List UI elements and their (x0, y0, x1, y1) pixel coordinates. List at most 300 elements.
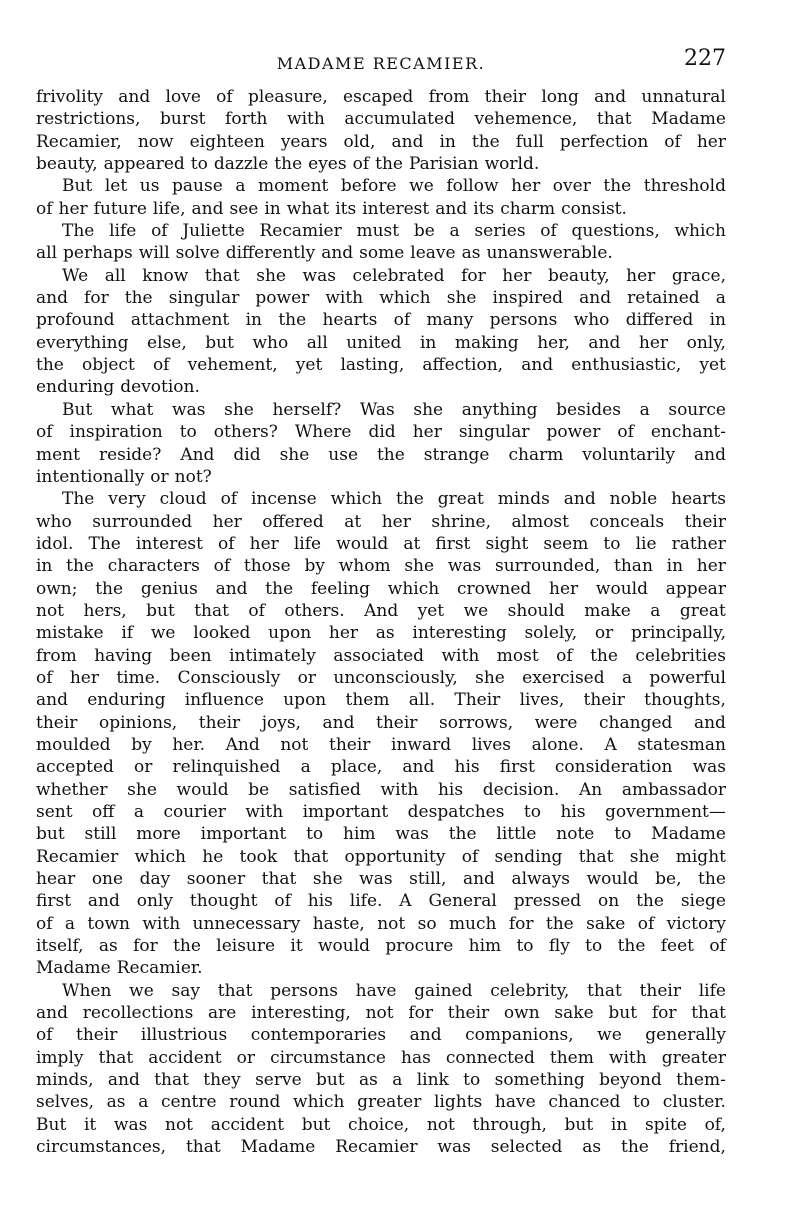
word: a (300, 757, 311, 778)
body-text (36, 86, 726, 1159)
word: unnatural (641, 87, 726, 107)
word: alone. (531, 734, 584, 755)
word: a (650, 600, 661, 621)
text-line (36, 689, 726, 711)
word: in (439, 131, 456, 152)
word: him (343, 824, 376, 845)
text-line (36, 354, 726, 376)
word: and (391, 131, 424, 152)
word: thought (189, 891, 258, 912)
word: as (106, 1092, 126, 1113)
text-line (36, 734, 726, 756)
word: we (409, 176, 434, 197)
word: Recamier (259, 221, 342, 242)
word: important (302, 802, 389, 822)
word: choice, (348, 1114, 410, 1135)
text-line (36, 600, 726, 622)
word: as (461, 243, 481, 264)
word: the (36, 355, 64, 376)
word: what (110, 399, 154, 420)
word: upon (268, 623, 312, 644)
word: its (335, 198, 357, 219)
word: and (693, 712, 726, 733)
word: of (540, 221, 557, 242)
word: Madame (651, 824, 726, 845)
word: singular (458, 422, 530, 443)
word: as (359, 1070, 378, 1091)
word: else, (147, 332, 187, 353)
word: Madame (36, 958, 111, 979)
word: anything (461, 399, 538, 420)
word: she (404, 556, 435, 577)
word: mistake (36, 623, 104, 644)
word: interesting, (251, 1003, 351, 1024)
word: all. (408, 690, 436, 711)
word: When (62, 980, 112, 1001)
word: herself? (272, 399, 342, 420)
word: a (133, 802, 144, 822)
word: that (217, 980, 253, 1001)
word: that (596, 109, 632, 130)
text-line (36, 957, 726, 979)
word: very (108, 489, 146, 510)
word: threshold (643, 176, 726, 197)
word: her (381, 511, 411, 532)
word: yet (699, 355, 726, 376)
word: first (435, 533, 471, 554)
word: eighteen (189, 131, 265, 152)
word: accident (210, 1114, 285, 1135)
word: changed (599, 712, 673, 733)
word: escaped (343, 87, 414, 107)
text-line (36, 935, 726, 957)
word: a (449, 221, 460, 242)
word: persons (270, 980, 338, 1001)
word: circumstances, (36, 1137, 167, 1158)
word: for (651, 1003, 677, 1024)
word: satisfied (288, 779, 361, 800)
word: to (190, 154, 208, 175)
word: The (62, 489, 95, 510)
word: life (293, 533, 322, 554)
word: not (36, 600, 65, 621)
word: of (36, 913, 53, 934)
word: beauty, (36, 154, 98, 175)
word: unanswerable. (486, 243, 613, 264)
word: victory (666, 913, 726, 934)
word: the (278, 310, 307, 331)
word: of (218, 533, 235, 554)
word: lasting, (340, 355, 405, 376)
word: first (36, 891, 72, 912)
word: to (585, 936, 603, 957)
word: to (633, 1092, 651, 1113)
word: accident (148, 1047, 222, 1068)
word: we (150, 623, 176, 644)
word: before (340, 176, 397, 197)
word: would (586, 869, 639, 890)
word: have (494, 1092, 536, 1113)
word: profound (36, 310, 115, 331)
word: let (104, 176, 128, 197)
word: with (608, 1047, 647, 1068)
text-line (36, 913, 726, 935)
word: a (715, 288, 726, 309)
word: lie (635, 533, 657, 554)
word: the (95, 578, 124, 599)
word: restrictions, (36, 109, 141, 130)
word: life (698, 980, 726, 1001)
word: little (496, 824, 537, 845)
word: and (36, 288, 68, 309)
word: her (69, 667, 99, 688)
word: leave (410, 243, 456, 264)
word: yet (295, 355, 323, 376)
word: and (588, 332, 621, 353)
word: and (563, 489, 596, 510)
word: Parisian (408, 154, 479, 175)
word: object (81, 355, 135, 376)
word: But (62, 399, 93, 420)
word: exercised (522, 667, 605, 688)
word: and (579, 288, 612, 309)
word: Juliette (182, 221, 245, 242)
word: its (473, 198, 495, 219)
word: But (62, 176, 93, 197)
word: the (603, 176, 632, 197)
word: their (583, 690, 625, 711)
word: looked (193, 623, 251, 644)
word: and (462, 869, 495, 890)
word: accumulated (344, 109, 455, 130)
word: A (604, 734, 617, 755)
word: she (279, 444, 310, 465)
word: from (428, 87, 470, 107)
word: to (516, 936, 534, 957)
word: and (521, 355, 554, 376)
word: but (316, 1070, 345, 1091)
word: was (359, 869, 393, 890)
word: their (447, 1003, 490, 1024)
word: of (36, 198, 53, 219)
word: their (329, 734, 371, 755)
word: of (461, 846, 479, 867)
word: to (179, 422, 197, 443)
word: so (417, 913, 437, 934)
word: his (454, 757, 480, 778)
text-line (36, 265, 726, 287)
text-line (36, 466, 726, 488)
word: at (344, 511, 362, 532)
word: which (674, 221, 726, 242)
word: and (215, 578, 248, 599)
word: everything (36, 332, 129, 353)
word: Was (359, 399, 395, 420)
word: day (139, 869, 171, 890)
word: in (36, 556, 53, 577)
word: of, (704, 1114, 726, 1135)
word: to (463, 1070, 481, 1091)
word: which (379, 288, 431, 309)
word: to (306, 824, 324, 845)
word: note (556, 824, 595, 845)
word: one (91, 869, 124, 890)
word: only, (686, 332, 726, 353)
text-line (36, 242, 726, 264)
word: and (322, 712, 355, 733)
word: who (36, 511, 72, 532)
word: did (368, 422, 396, 443)
word: others. (284, 600, 345, 621)
word: hear (36, 869, 76, 890)
word: the (590, 645, 618, 666)
word: the (265, 578, 294, 599)
word: was (113, 1114, 148, 1135)
word: with (380, 779, 419, 800)
word: government— (605, 802, 726, 822)
word: she (224, 399, 254, 420)
word: great (679, 600, 726, 621)
word: be, (655, 869, 682, 890)
word: decision. (482, 779, 560, 800)
word: those (243, 556, 291, 577)
book-page (36, 44, 726, 1159)
word: moulded (36, 734, 111, 755)
word: or (150, 466, 169, 487)
word: vehemence, (474, 109, 578, 130)
word: she (413, 399, 444, 420)
word: serve (255, 1070, 302, 1091)
word: has (401, 1047, 431, 1068)
word: pleasure, (247, 87, 328, 107)
word: But (36, 1114, 67, 1135)
word: him (468, 936, 502, 957)
word: first (499, 757, 535, 778)
word: their (639, 980, 681, 1001)
word: upon (283, 690, 327, 711)
word: in (610, 1114, 628, 1135)
text-line (36, 645, 726, 667)
word: long (541, 87, 579, 107)
word: his (307, 891, 333, 912)
word: series (474, 221, 526, 242)
word: offered (262, 511, 324, 532)
word: with (142, 913, 181, 934)
word: grace, (671, 265, 726, 286)
word: inward (391, 734, 452, 755)
word: for (133, 936, 158, 957)
word: all (306, 332, 328, 353)
text-line (36, 846, 726, 868)
word: on (598, 891, 620, 912)
word: not (377, 913, 406, 934)
word: she (446, 288, 477, 309)
word: still, (409, 869, 447, 890)
word: now (137, 131, 174, 152)
word: us (139, 176, 160, 197)
word: Madame (240, 1137, 316, 1158)
word: took (239, 846, 278, 867)
word: was (302, 265, 336, 286)
word: celebrity, (490, 980, 570, 1001)
word: must (356, 221, 400, 242)
word: dazzle (213, 154, 269, 175)
word: them (345, 690, 390, 711)
word: of (274, 891, 291, 912)
word: joys, (261, 712, 301, 733)
word: her (212, 511, 242, 532)
word: to (523, 802, 541, 822)
word: pressed (513, 891, 582, 912)
word: opinions, (98, 712, 178, 733)
word: for (461, 265, 486, 286)
word: contemporaries (250, 1025, 387, 1046)
word: only (136, 891, 173, 912)
word: of (664, 131, 681, 152)
text-line (36, 309, 726, 331)
word: their (684, 511, 726, 532)
word: sight (485, 533, 529, 554)
word: use (328, 444, 358, 465)
word: interest (362, 198, 430, 219)
word: always (511, 869, 571, 890)
word: their (376, 712, 418, 733)
word: or (236, 1047, 256, 1068)
word: a (639, 399, 650, 420)
word: for (508, 913, 534, 934)
word: were (534, 712, 578, 733)
word: of (637, 913, 655, 934)
word: seem (543, 533, 589, 554)
word: she (312, 869, 343, 890)
word: of (36, 1025, 53, 1046)
word: and (594, 87, 627, 107)
word: that (293, 846, 329, 867)
word: The (88, 533, 121, 554)
word: full (515, 131, 544, 152)
text-line (36, 1114, 726, 1136)
word: having (94, 645, 153, 666)
word: see (229, 198, 259, 219)
word: the (636, 891, 664, 912)
word: of (617, 422, 634, 443)
word: intentionally (36, 466, 145, 487)
word: questions, (571, 221, 660, 242)
word: be (248, 779, 270, 800)
word: most (496, 645, 539, 666)
text-line (36, 533, 726, 555)
word: which (330, 489, 383, 510)
word: but (608, 1003, 638, 1024)
word: celebrated (352, 265, 445, 286)
word: persons (489, 310, 558, 331)
word: of (352, 154, 370, 175)
word: source (668, 399, 726, 420)
word: others? (213, 422, 278, 443)
word: in (245, 310, 262, 331)
word: shrine, (431, 511, 491, 532)
word: would (318, 936, 371, 957)
word: power (546, 422, 601, 443)
word: the (376, 444, 405, 465)
word: time. (116, 667, 161, 688)
word: thoughts, (644, 690, 726, 711)
word: in (264, 198, 281, 219)
word: their (36, 712, 78, 733)
word: more (136, 824, 181, 845)
word: she (475, 667, 505, 688)
text-line (36, 332, 726, 354)
word: and (118, 87, 151, 107)
running-title: MADAME RECAMIER. (276, 54, 486, 73)
word: appeared (103, 154, 185, 175)
word: her (328, 623, 359, 644)
word: centre (160, 1092, 217, 1113)
word: the (274, 154, 303, 175)
word: incense (251, 489, 317, 510)
word: town (87, 913, 130, 934)
word: years (280, 131, 328, 152)
word: the (66, 556, 94, 577)
word: was (395, 824, 429, 845)
word: hearts (322, 310, 378, 331)
word: a (621, 667, 633, 688)
word: and (36, 1003, 68, 1024)
word: besides (556, 399, 621, 420)
word: that (98, 1047, 134, 1068)
text-line (36, 578, 726, 600)
word: relinquished (172, 757, 281, 778)
word: Consciously (177, 667, 281, 688)
word: of (216, 87, 233, 107)
text-line (36, 511, 726, 533)
word: lives, (519, 690, 565, 711)
word: solely, (524, 623, 578, 644)
word: round (229, 1092, 281, 1113)
word: unnecessary (192, 913, 301, 934)
word: her (58, 198, 88, 219)
word: in (709, 310, 726, 331)
word: own; (36, 578, 78, 599)
word: to (603, 533, 621, 554)
word: sorrows, (438, 712, 514, 733)
word: selected (490, 1137, 563, 1158)
word: greater (357, 1092, 422, 1113)
word: of (556, 645, 573, 666)
word: And (225, 734, 260, 755)
text-line (36, 555, 726, 577)
word: life (109, 221, 137, 242)
word: voluntarily (582, 444, 676, 465)
text-line (36, 287, 726, 309)
word: hearts (671, 489, 726, 510)
word: frivolity (36, 87, 104, 107)
word: feeling (310, 578, 371, 599)
word: all (36, 243, 58, 264)
word: life. (349, 891, 383, 912)
text-line (36, 1091, 726, 1113)
word: strange (423, 444, 490, 465)
word: devotion. (120, 377, 200, 398)
word: interest (135, 533, 203, 554)
word: An (578, 779, 603, 800)
text-line (36, 220, 726, 242)
word: her (696, 556, 726, 577)
word: accepted (36, 757, 114, 778)
text-line (36, 488, 726, 510)
word: conceals (589, 511, 665, 532)
word: was (692, 757, 726, 778)
